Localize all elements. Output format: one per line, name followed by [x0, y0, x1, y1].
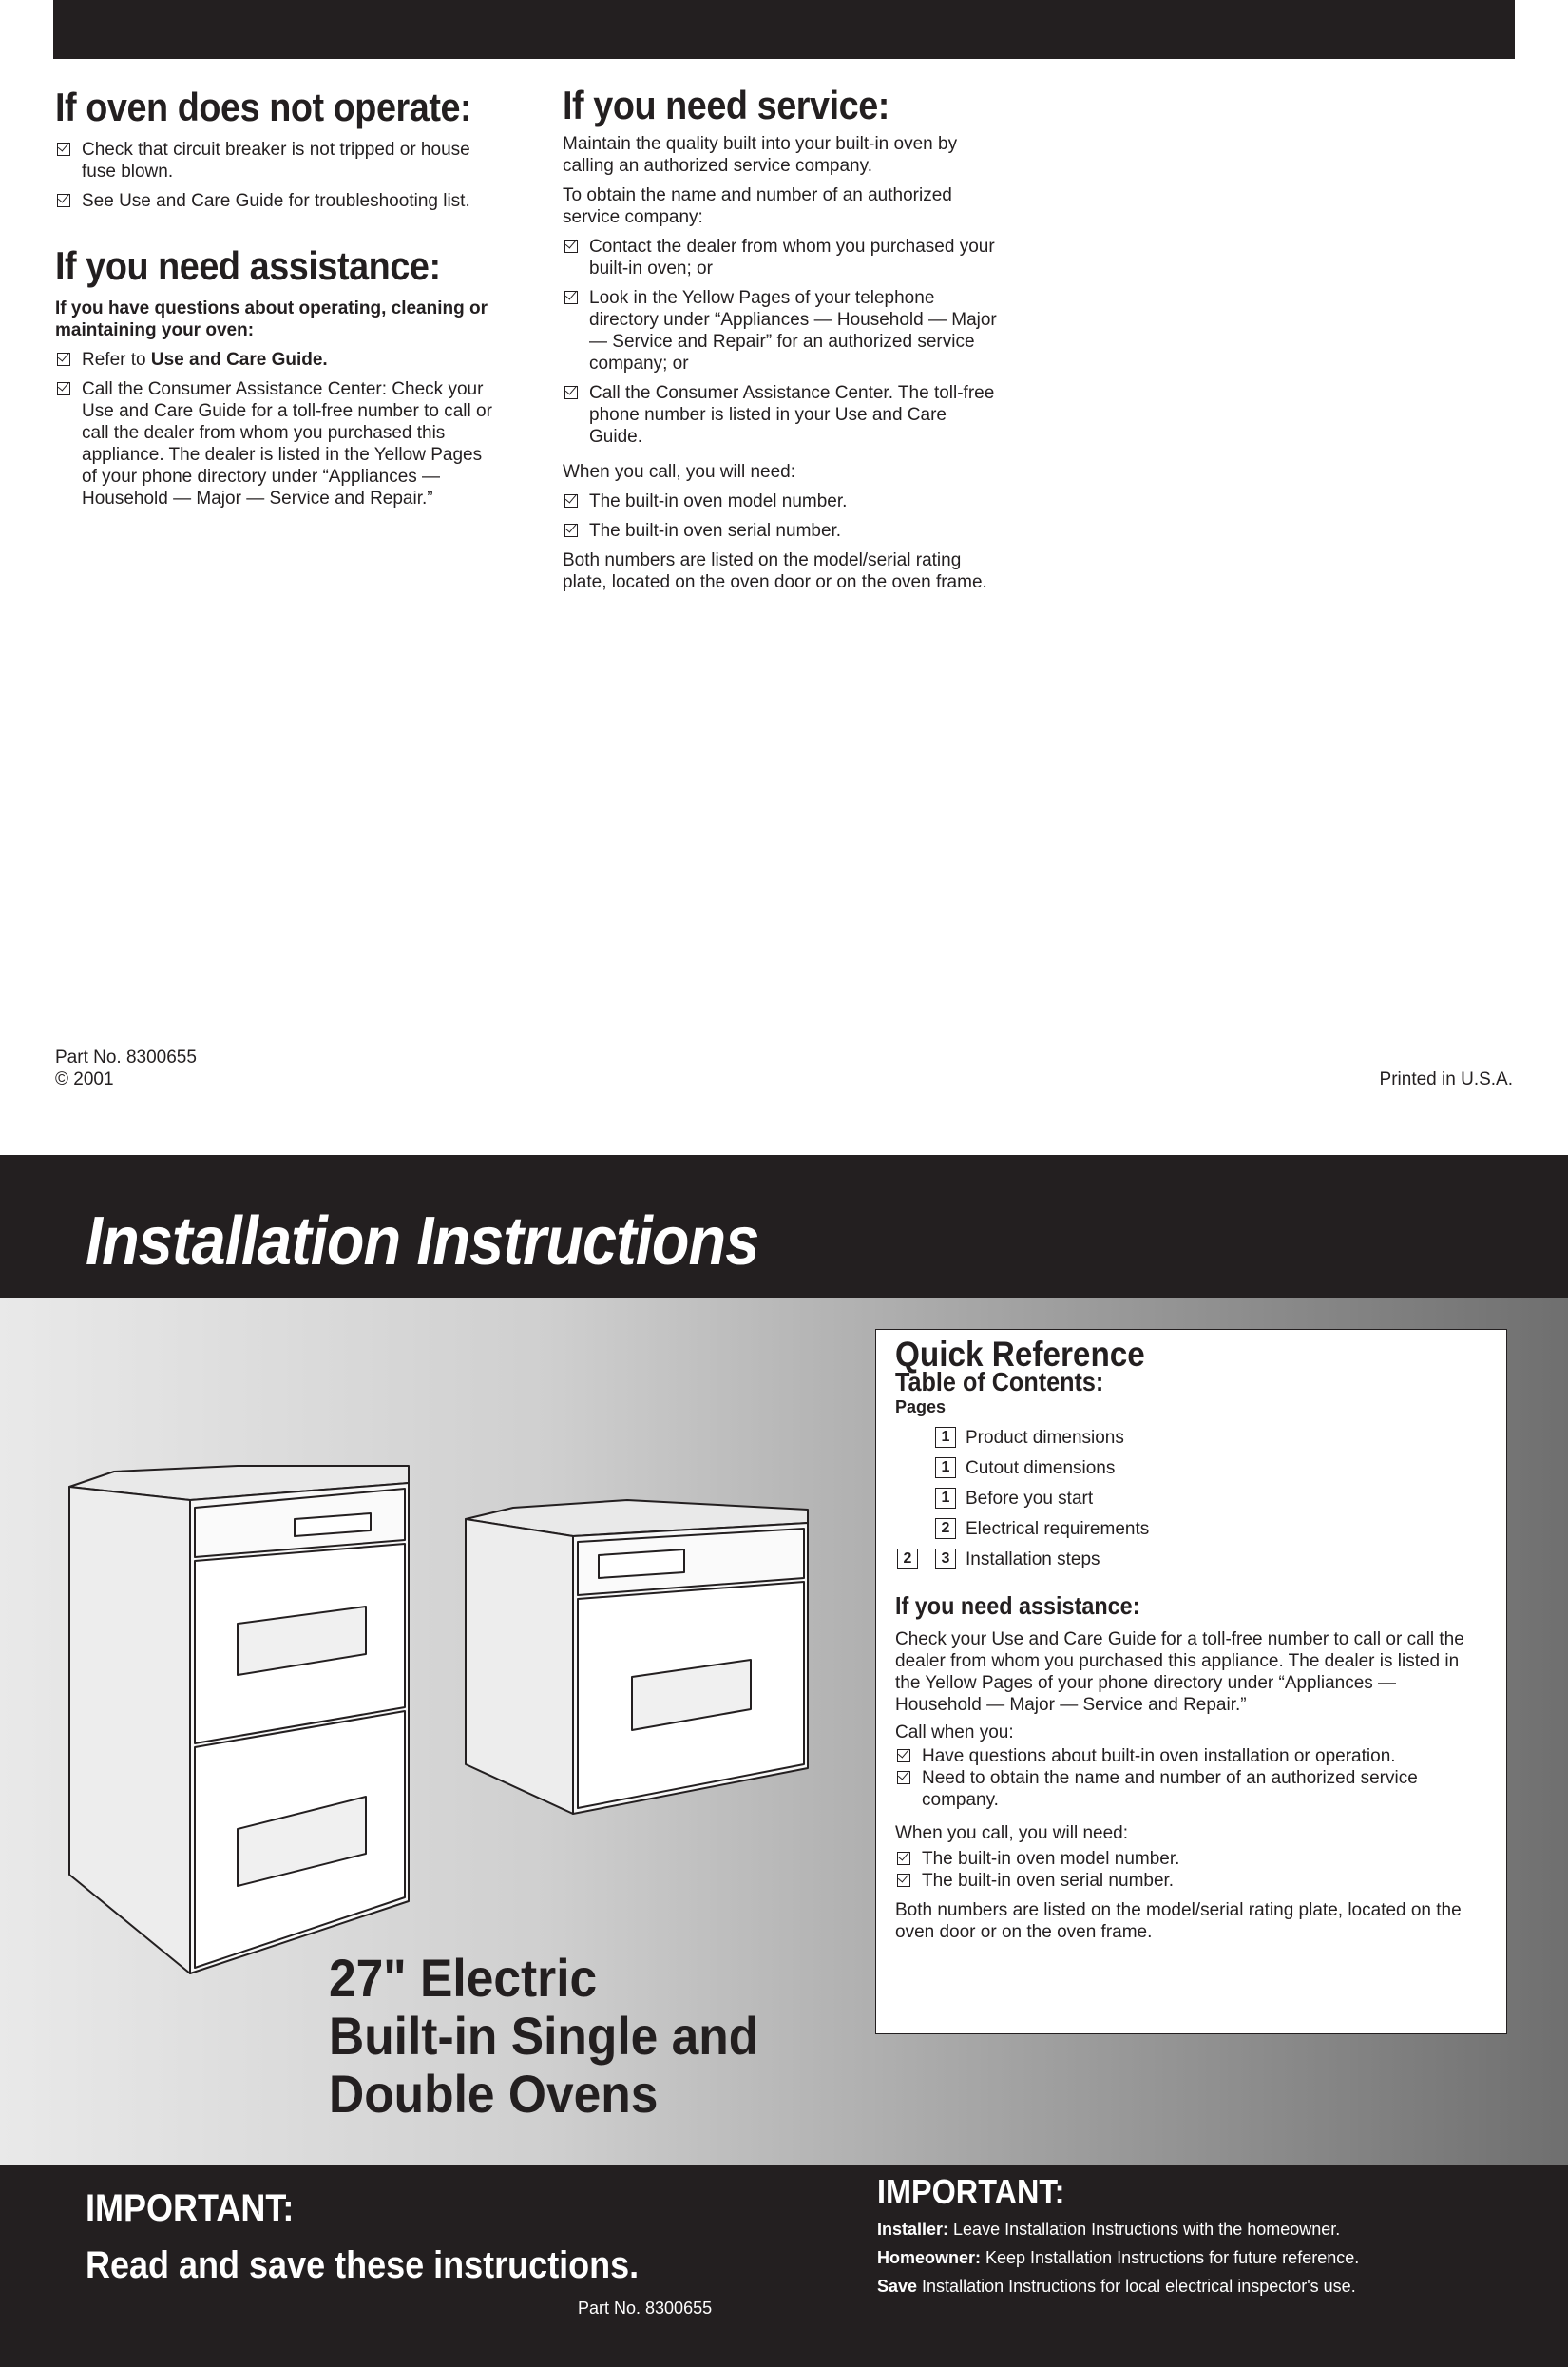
important-line: Save Installation Instructions for local electrical inspector's use.: [877, 2277, 1356, 2296]
service-heading: If you need service:: [563, 83, 889, 127]
service-column: [563, 84, 1004, 601]
quick-reference-box: [875, 1329, 1507, 2034]
qr-need-label: When you call, you will need:: [895, 1823, 1129, 1843]
assistance-heading: If you need assistance:: [55, 243, 441, 289]
copyright: © 2001: [55, 1069, 114, 1089]
double-oven-drawing: [69, 1466, 409, 1973]
checkbox-icon: [897, 1771, 910, 1784]
top-black-bar: [53, 0, 1515, 59]
important-line: Installer: Leave Installation Instructions with the homeowner.: [877, 2220, 1341, 2239]
important-part-number: Part No. 8300655: [578, 2299, 713, 2318]
checklist-item: Have questions about built-in oven installation or operation.: [895, 1745, 1484, 1767]
oven-illustration: [57, 1454, 836, 1987]
page-number: 2: [897, 1549, 918, 1569]
toc-row: [895, 1424, 1484, 1454]
checklist-item: Check that circuit breaker is not tripped or house fuse blown.: [55, 139, 502, 183]
checkbox-icon: [897, 1852, 910, 1865]
checkbox-icon: [57, 143, 70, 156]
checklist-item: See Use and Care Guide for troubleshooting list.: [55, 190, 502, 212]
page-number: 3: [935, 1549, 956, 1569]
important-line: Homeowner: Keep Installation Instructions for future reference.: [877, 2248, 1360, 2267]
page-number: 1: [935, 1488, 956, 1509]
checklist-item: Call the Consumer Assistance Center: Check your Use and Care Guide for a toll-free number to call or call the dealer from whom you purchased this appliance. The dealer is listed in the Yellow Pages of your phone directory under “Appliances — Household — Major — Service and Repair.”: [55, 378, 502, 510]
oven-not-operate-heading: If oven does not operate:: [55, 85, 472, 129]
page-number: 1: [935, 1427, 956, 1448]
important-left-text: Read and save these instructions.: [86, 2244, 640, 2286]
product-title-line: Built-in Single and: [329, 2006, 759, 2066]
checkbox-icon: [564, 386, 578, 399]
checkbox-icon: [564, 524, 578, 537]
page-number: 1: [935, 1457, 956, 1478]
checklist-item: The built-in oven serial number.: [563, 520, 1004, 542]
service-need-label: When you call, you will need:: [563, 462, 796, 483]
toc-label: Electrical requirements: [966, 1519, 1150, 1539]
toc-label: Installation steps: [966, 1549, 1100, 1569]
service-para1: Maintain the quality built into your built-in oven by calling an authorized service company.: [563, 134, 958, 177]
checklist-item: Refer to Use and Care Guide.: [55, 349, 502, 371]
checkbox-icon: [564, 291, 578, 304]
checkbox-icon: [57, 353, 70, 366]
single-oven-drawing: [466, 1500, 808, 1814]
cover-title: Installation Instructions: [86, 1203, 759, 1280]
printed-in: Printed in U.S.A.: [1379, 1069, 1513, 1089]
checkbox-icon: [564, 494, 578, 508]
checkbox-icon: [57, 194, 70, 207]
checkbox-icon: [57, 382, 70, 395]
toc-row: [895, 1546, 1484, 1576]
checklist-item: The built-in oven model number.: [563, 491, 1004, 512]
pages-label: Pages: [895, 1397, 947, 1416]
product-title: [329, 1949, 758, 2123]
service-para2: To obtain the name and number of an authorized service company:: [563, 185, 952, 228]
quick-reference-heading: Quick Reference: [895, 1335, 1145, 1374]
important-right-heading: IMPORTANT:: [877, 2172, 1065, 2211]
page-number: 2: [935, 1518, 956, 1539]
toc-heading: Table of Contents:: [895, 1367, 1104, 1396]
part-number: Part No. 8300655: [55, 1048, 197, 1068]
checklist-item: Call the Consumer Assistance Center. The toll-free phone number is listed in your Use and Care Guide.: [563, 382, 1004, 448]
checkbox-icon: [897, 1749, 910, 1762]
toc-label: Cutout dimensions: [966, 1458, 1116, 1478]
checklist-item: The built-in oven serial number.: [895, 1870, 1484, 1892]
assistance-intro: If you have questions about operating, cleaning or maintaining your oven:: [55, 298, 488, 341]
qr-assist-text: Check your Use and Care Guide for a toll-free number to call or call the dealer from whom you purchased this appliance. The dealer is listed in the Yellow Pages of your phone directory under “Appliances — Household — Major — Service and Repair.”: [895, 1629, 1464, 1715]
qr-closing: Both numbers are listed on the model/serial rating plate, located on the oven door or on the oven frame.: [895, 1900, 1462, 1942]
toc-row: [895, 1515, 1484, 1546]
left-column: [55, 86, 502, 517]
checklist-item: Contact the dealer from whom you purchased your built-in oven; or: [563, 236, 1004, 279]
toc-label: Product dimensions: [966, 1428, 1124, 1448]
toc-label: Before you start: [966, 1489, 1094, 1509]
product-title-line: Double Ovens: [329, 2064, 659, 2124]
checkbox-icon: [564, 240, 578, 253]
qr-assist-heading: If you need assistance:: [895, 1591, 1140, 1620]
important-left-heading: IMPORTANT:: [86, 2187, 295, 2229]
toc-row: [895, 1485, 1484, 1515]
important-right-lines: [877, 2215, 1359, 2300]
product-title-line: 27" Electric: [329, 1948, 598, 2008]
checklist-item: Look in the Yellow Pages of your telephone directory under “Appliances — Household — Major — Service and Repair” for an authorized service company; or: [563, 287, 1004, 375]
checklist-item: Need to obtain the name and number of an authorized service company.: [895, 1767, 1484, 1811]
toc-row: [895, 1454, 1484, 1485]
qr-call-when: Call when you:: [895, 1722, 1014, 1742]
checklist-item: The built-in oven model number.: [895, 1848, 1484, 1870]
checkbox-icon: [897, 1874, 910, 1887]
service-closing: Both numbers are listed on the model/serial rating plate, located on the oven door or on the oven frame.: [563, 550, 987, 593]
